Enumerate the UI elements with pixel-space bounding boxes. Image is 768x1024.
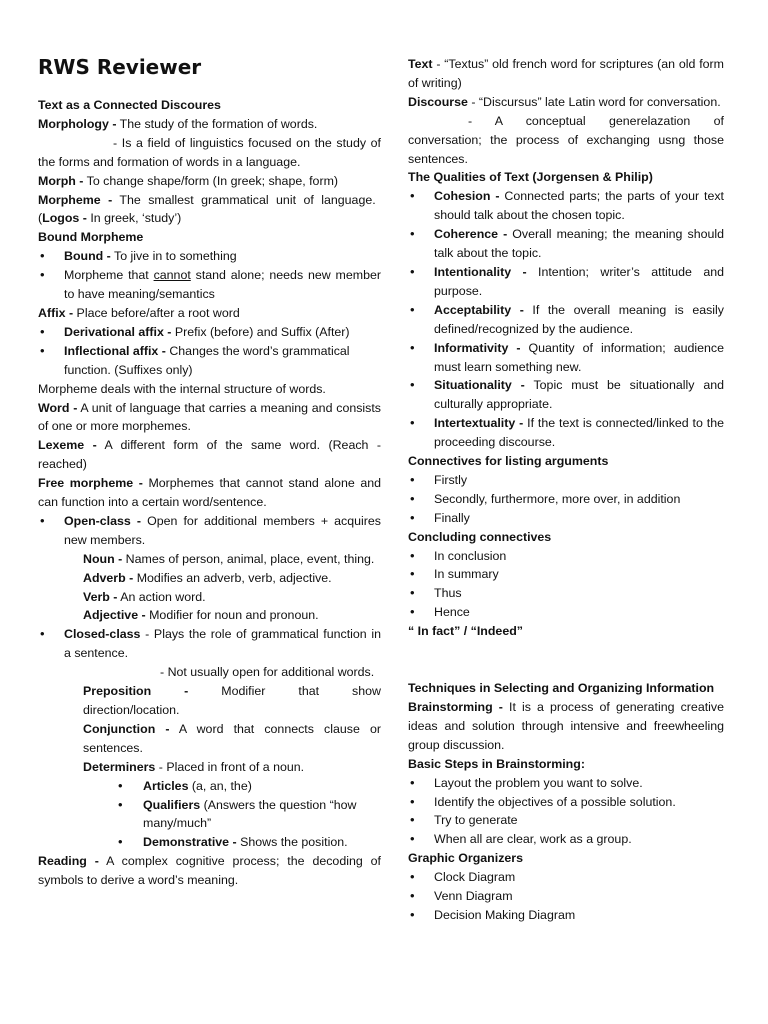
definition: To jive in to something [110, 249, 237, 264]
list-item: • Decision Making Diagram [408, 906, 724, 925]
basic-steps-heading: Basic Steps in Brainstorming: [408, 756, 585, 771]
determiner-list [38, 777, 381, 853]
list-item [408, 225, 724, 263]
morphology-entry [38, 115, 381, 134]
definition: An action word. [117, 589, 206, 604]
list-item [38, 323, 381, 342]
morphology-continuation [38, 134, 381, 172]
adverb-entry [38, 569, 381, 588]
list-item: • Try to generate [408, 811, 724, 830]
term: Verb - [83, 589, 118, 604]
basic-steps-list [408, 774, 724, 850]
conjunction-entry [38, 720, 381, 758]
definition: - Not usually open for additional words. [160, 665, 375, 680]
affix-list [38, 323, 381, 380]
bound-list [38, 247, 381, 304]
concluding-connectives-list [408, 547, 724, 623]
term: Noun - [83, 551, 123, 566]
term: Informativity - [434, 340, 521, 355]
verb-entry [38, 588, 381, 607]
definition: - Is a field of linguistics focused on the study of the forms and formation of words in a language. [38, 135, 381, 169]
term: Logos - [42, 211, 87, 226]
closed-class-list [38, 625, 381, 663]
term: Free morpheme - [38, 476, 143, 491]
list-item [408, 339, 724, 377]
list-item [408, 263, 724, 301]
term: Morphology - [38, 116, 117, 131]
list-item: • In summary [408, 565, 724, 584]
term: Derivational affix - [64, 324, 172, 339]
concluding-connectives-heading: Concluding connectives [408, 529, 552, 544]
term: Word - [38, 400, 78, 415]
term: Coherence - [434, 227, 508, 242]
term: Adjective - [83, 608, 146, 623]
definition: Topic must be situationally and culturally appropriate. [434, 378, 724, 412]
open-class-list [38, 512, 381, 550]
term: Morph - [38, 173, 84, 188]
preposition-entry [38, 682, 381, 720]
list-item: • Firstly [408, 471, 724, 490]
list-item [408, 187, 724, 225]
term: Closed-class [64, 627, 141, 642]
morph-entry [38, 172, 381, 191]
techniques-heading: Techniques in Selecting and Organizing Information [408, 681, 715, 696]
brainstorming-entry [408, 698, 724, 755]
term: Brainstorming - [408, 700, 503, 714]
definition: Quantity of information; audience must learn something new. [434, 340, 724, 374]
definition: (a, an, the) [188, 778, 252, 793]
morpheme-entry [38, 191, 381, 210]
definition: Modifier for noun and pronoun. [145, 608, 319, 623]
listing-connectives-list [408, 471, 724, 528]
list-item [38, 266, 381, 304]
qualities-heading: The Qualities of Text (Jorgensen & Philip) [408, 170, 653, 185]
definition: Connected parts; the parts of your text should talk about the chosen topic. [434, 189, 724, 223]
affix-entry [38, 304, 381, 323]
list-item: • Clock Diagram [408, 868, 724, 887]
adjective-entry [38, 606, 381, 625]
definition: Prefix (before) and Suffix (After) [171, 324, 350, 339]
definition: Modifies an adverb, verb, adjective. [133, 570, 332, 585]
word-entry [38, 399, 381, 437]
list-item: • Venn Diagram [408, 887, 724, 906]
definition: Modifier that show direction/location. [83, 684, 381, 717]
term: Articles [143, 778, 189, 793]
term: Discourse [408, 94, 468, 109]
term: Intertextuality - [434, 416, 524, 431]
in-fact-line: “ In fact” / “Indeed” [408, 624, 523, 639]
logos-entry [38, 209, 381, 228]
list-item [38, 625, 381, 663]
list-item: • Thus [408, 584, 724, 603]
definition: A unit of language that carries a meaning and consists of one or more morphemes. [38, 400, 382, 434]
graphic-organizers-heading: Graphic Organizers [408, 851, 523, 866]
term: Preposition - [83, 684, 189, 699]
paren: ( [38, 211, 43, 226]
term: Conjunction - [83, 721, 170, 736]
definition: - Plays the role of grammatical function in a sentence. [64, 627, 381, 661]
list-item [38, 512, 381, 550]
list-item: • Layout the problem you want to solve. [408, 774, 724, 793]
listing-connectives-heading: Connectives for listing arguments [408, 454, 609, 469]
term: Demonstrative - [143, 835, 237, 850]
definition: If the overall meaning is easily defined/recognized by the audience. [434, 302, 724, 336]
term: Text [408, 57, 433, 71]
definition: Shows the position. [236, 835, 348, 850]
term: Open-class - [64, 513, 142, 528]
list-item [408, 376, 724, 414]
term: Intentionality - [434, 264, 527, 279]
spacer [408, 641, 724, 679]
term: Qualifiers [143, 797, 201, 812]
term: Inflectional affix - [64, 343, 166, 358]
definition: - Placed in front of a noun. [155, 759, 305, 774]
determiners-entry [38, 758, 381, 777]
reading-entry [38, 852, 381, 890]
list-item: • Hence [408, 603, 724, 622]
document-title: RWS Reviewer [38, 55, 202, 79]
definition: (Answers the question “how many/much” [143, 797, 357, 831]
term: Determiners [83, 759, 156, 774]
definition: - A conceptual generelazation of conversation; the process of exchanging usng those sentences. [408, 113, 724, 166]
definition: A complex cognitive process; the decoding of symbols to derive a word’s meaning. [38, 854, 382, 888]
list-item: • Secondly, furthermore, more over, in addition [408, 490, 724, 509]
text: Morpheme that [64, 268, 154, 283]
list-item [38, 247, 381, 266]
list-item: • Finally [408, 509, 724, 528]
discourse-continuation [408, 112, 724, 169]
noun-entry [38, 550, 381, 569]
definition: Morphemes that cannot stand alone and can function into a certain word/sentence. [38, 476, 382, 510]
term: Situationality - [434, 378, 525, 393]
list-item [38, 796, 381, 834]
list-item [408, 301, 724, 339]
definition: The smallest grammatical unit of language. [112, 192, 376, 207]
definition: Changes the word’s grammatical function. (Suffixes only) [64, 343, 350, 377]
definition: Open for additional members + acquires new members. [64, 513, 382, 547]
definition: To change shape/form (In greek; shape, form) [83, 173, 339, 188]
list-item [38, 833, 381, 852]
list-item: • When all are clear, work as a group. [408, 830, 724, 849]
discourse-entry [408, 93, 724, 112]
qualities-list [408, 187, 724, 452]
definition: Place before/after a root word [73, 305, 240, 320]
list-item: • Identify the objectives of a possible solution. [408, 793, 724, 812]
underlined-text: cannot [153, 268, 191, 283]
term: Morpheme - [38, 192, 113, 207]
bound-morpheme-heading: Bound Morpheme [38, 230, 144, 245]
graphic-organizers-list [408, 868, 724, 925]
list-item [38, 342, 381, 380]
definition: Names of person, animal, place, event, thing. [122, 551, 375, 566]
term: Acceptability - [434, 302, 524, 317]
list-item: • In conclusion [408, 547, 724, 566]
list-item [38, 777, 381, 796]
text: stand alone; needs new member to have meaning/semantics [64, 268, 381, 302]
definition: - “Textus” old french word for scriptures (an old form of writing) [408, 57, 724, 90]
morpheme-structure-line: Morpheme deals with the internal structure of words. [38, 381, 326, 396]
text-entry [408, 55, 724, 93]
term: Reading - [38, 854, 99, 869]
term: Adverb - [83, 570, 134, 585]
term: Lexeme - [38, 438, 97, 453]
definition: Intention; writer’s attitude and purpose. [434, 264, 724, 298]
definition: Overall meaning; the meaning should talk about the topic. [434, 227, 725, 261]
definition: A different form of the same word. (Reach - reached) [38, 438, 381, 472]
list-item [408, 414, 724, 452]
definition: In greek, ‘study’) [86, 211, 182, 226]
definition: If the text is connected/linked to the proceeding discourse. [434, 416, 724, 450]
term: Cohesion - [434, 189, 500, 204]
definition: - “Discursus” late Latin word for conversation. [467, 94, 721, 109]
lexeme-entry [38, 436, 381, 474]
term: Bound - [64, 249, 111, 264]
definition: It is a process of generating creative ideas and solution through intensive and freewheeling group discussion. [408, 700, 724, 752]
free-morpheme-entry [38, 474, 381, 512]
definition: The study of the formation of words. [116, 116, 318, 131]
term: Affix - [38, 305, 74, 320]
definition: A word that connects clause or sentences. [83, 721, 381, 755]
closed-class-continuation [38, 663, 381, 682]
section-heading: Text as a Connected Discoures [38, 98, 221, 112]
